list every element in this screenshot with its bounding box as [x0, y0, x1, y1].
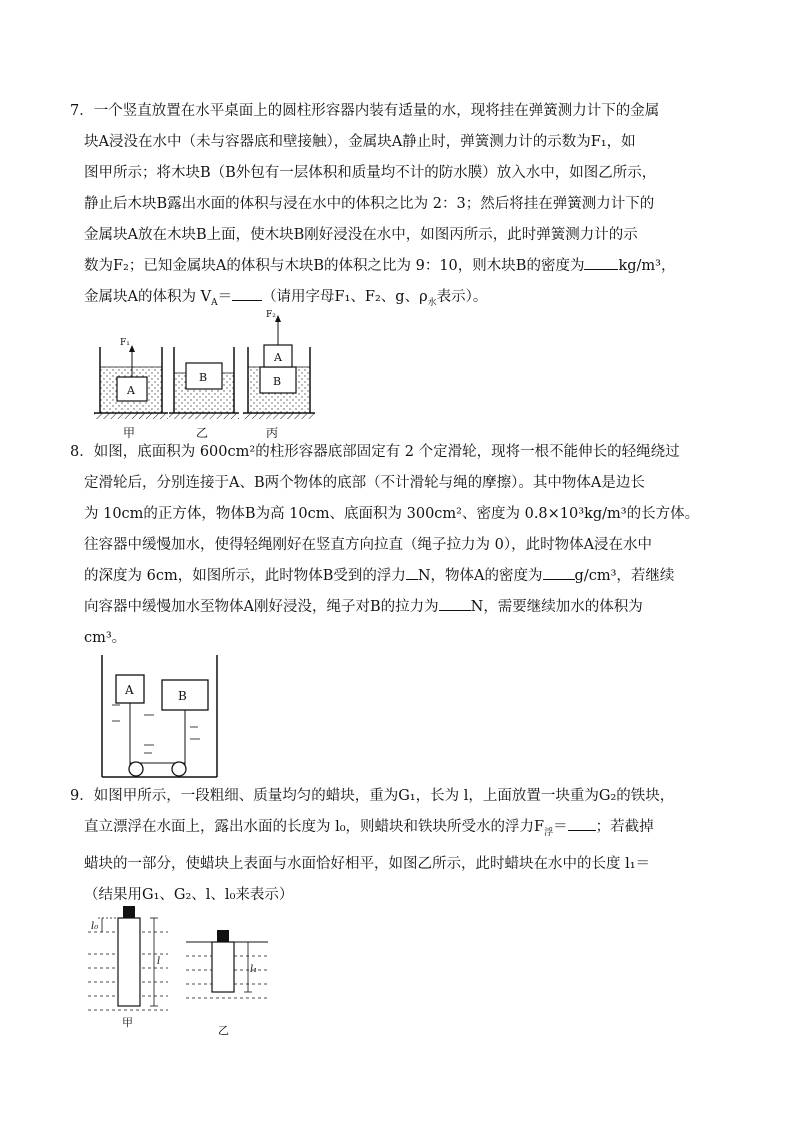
q9-line-1: 9．如图甲所示，一段粗细、质量均匀的蜡块，重为G₁，长为 l，上面放置一块重为G₂的铁块，: [70, 788, 675, 804]
caption-jia: 甲: [123, 426, 136, 440]
pulley-left: [129, 762, 143, 776]
q7-figure: [90, 305, 320, 445]
q7-blank-2[interactable]: [232, 284, 262, 301]
question-7: [70, 96, 730, 319]
question-8: [70, 437, 730, 654]
q9-caption-yi: 乙: [218, 1024, 229, 1037]
beaker-bing: [243, 310, 315, 440]
q9-blank-1[interactable]: [568, 814, 596, 831]
question-9: [70, 781, 730, 911]
q7-line-7: 金属块A的体积为 $V_A=$ （请用字母F₁、F₂、g、$\rho_水$表示）。: [70, 282, 730, 319]
block-a-label: A: [127, 384, 135, 397]
pulley-right: [172, 762, 186, 776]
caption-yi: 乙: [196, 426, 209, 440]
q8-block-a-label: A: [125, 683, 134, 697]
beaker-jia: [94, 338, 168, 440]
q7-line-2: 块A浸没在水中（未与容器底和壁接触），金属块A静止时，弹簧测力计的示数为F₁，如: [84, 134, 636, 150]
q8-line-7: cm³。: [84, 630, 127, 646]
q8-block-b-label: B: [178, 689, 187, 703]
wax-jia: [88, 906, 168, 1029]
q8-figure: [100, 655, 220, 781]
q7-line-5: 金属块A放在木块B上面，使木块B刚好浸没在水中，如图丙所示，此时弹簧测力计的示: [84, 227, 638, 243]
q7-line-6: 数为F₂；已知金属块A的体积与木块B的体积之比为 9：10，则木块B的密度为 kg/m³，: [70, 251, 730, 282]
f1-label: F₁: [120, 338, 130, 348]
q7-blank-1[interactable]: [584, 253, 618, 270]
q7-line-3: 图甲所示；将木块B（B外包有一层体积和质量均不计的防水膜）放入水中，如图乙所示，: [84, 165, 657, 181]
q9-line-4: （结果用G₁、G₂、l、l₀来表示）: [84, 886, 294, 903]
water-dashes: [112, 705, 200, 753]
caption-bing: 丙: [266, 426, 279, 440]
q8-blank-3[interactable]: [439, 594, 471, 611]
q8-line-2: 定滑轮后，分别连接于A、B两个物体的底部（不计滑轮与绳的摩擦）。其中物体A是边长: [84, 475, 645, 491]
block-b-label-bing: B: [273, 375, 282, 388]
q9-figure: [88, 902, 288, 1042]
q7-line-1: 7．一个竖直放置在水平桌面上的圆柱形容器内装有适量的水，现将挂在弹簧测力计下的金属: [70, 103, 660, 119]
block-a-label-bing: A: [274, 351, 282, 364]
f2-label: F₂: [266, 310, 276, 320]
q9-line-3: 蜡块的一部分，使蜡块上表面与水面恰好相平，如图乙所示，此时蜡块在水中的长度 l₁＝: [84, 855, 651, 872]
l1-label: l₁: [250, 964, 258, 975]
q8-blank-1[interactable]: [406, 563, 418, 580]
q8-line-5: 的深度为 6cm，如图所示，此时物体B受到的浮力 N，物体A的密度为 g/cm³，若继续: [70, 561, 730, 592]
q8-line-6: 向容器中缓慢加水至物体A刚好浸没，绳子对B的拉力为 N，需要继续加水的体积为: [70, 592, 730, 623]
q8-blank-2[interactable]: [543, 563, 575, 580]
block-b-label: B: [199, 371, 208, 384]
l-label: l: [157, 956, 161, 967]
q9-caption-jia: 甲: [122, 1016, 133, 1029]
beaker-yi: [169, 347, 239, 440]
q8-line-3: 为 10cm的正方体，物体B为高 10cm、底面积为 300cm²、密度为 0.8×10³kg/m³的长方体。: [84, 506, 700, 522]
q8-line-1: 8．如图，底面积为 600cm²的柱形容器底部固定有 2 个定滑轮，现将一根不能伸长的轻绳绕过: [70, 444, 680, 460]
q8-line-4: 往容器中缓慢加水，使得轻绳刚好在竖直方向拉直（绳子拉力为 0），此时物体A浸在水中: [84, 537, 653, 553]
wax-yi: [186, 930, 268, 1037]
q9-line-2: 直立漂浮在水面上，露出水面的长度为 l₀，则蜡块和铁块所受水的浮力$F_浮=$ ；若截掉: [70, 812, 730, 849]
l0-label: l₀: [91, 921, 99, 932]
q7-line-4: 静止后木块B露出水面的体积与浸在水中的体积之比为 2：3；然后将挂在弹簧测力计下的: [84, 196, 655, 212]
